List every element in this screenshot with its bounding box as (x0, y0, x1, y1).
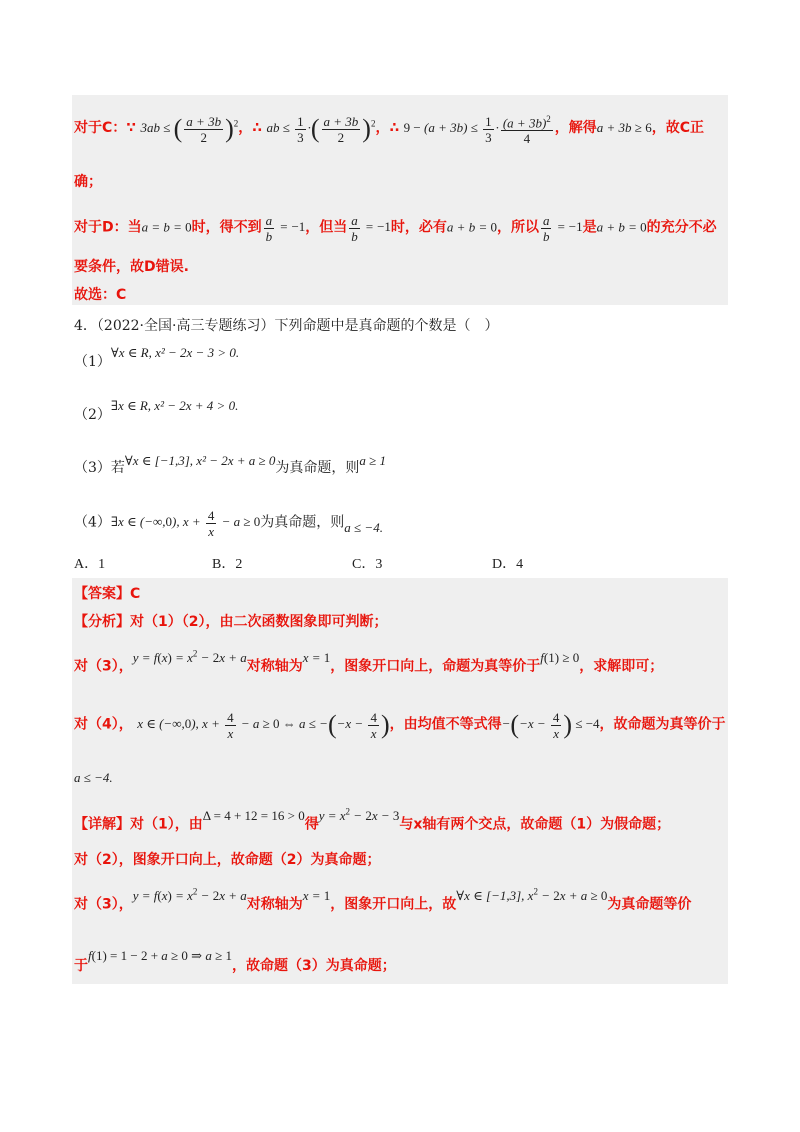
option-d-cont: 要条件，故D错误. (74, 259, 189, 275)
choose-answer: 故选：C (74, 287, 127, 303)
option-d-analysis: 对于D：当a = b = 0时，得不到 $\frac{a}{b}$ = −1，但当 $\frac{a}{b}$ = −1时，必有a + b = 0，所以 $\frac{a}{b}$ = −1是a + b = 0的充分不必 (74, 213, 717, 244)
detail-line-2: 对（2），图象开口向上，故命题（2）为真命题； (74, 852, 381, 868)
statement-4: （4）∃x ∈ (−∞,0), x + $\frac{4}{x}$ − a ≥ 0为真命题，则a ≤ −4. (74, 508, 383, 539)
detail-line-1: 【详解】对（1），由Δ = 4 + 12 = 16 > 0得$y = x^2 - 2x - 3$与x轴有两个交点，故命题（1）为假命题； (74, 807, 671, 833)
option-b[interactable]: B．2 (212, 557, 243, 572)
statement-2: （2）∃x ∈ R, x² − 2x + 4 > 0. (74, 398, 239, 423)
detail-line-3-cont: 于f(1) = 1 − 2 + a ≥ 0 ⇒ a ≥ 1，故命题（3）为真命题； (74, 948, 396, 974)
statement-3: （3）若∀x ∈ [−1,3], x² − 2x + a ≥ 0为真命题，则a ≥ 1 (74, 453, 387, 476)
analysis-line-3: 对（3），$y = f(x) = x^2 - 2x + a$对称轴为x = 1，图象开口向上，命题为真等价于f(1) ≥ 0，求解即可； (74, 649, 664, 675)
option-c[interactable]: C．3 (352, 557, 383, 572)
question-stem: 4．（2022·全国·高三专题练习）下列命题中是真命题的个数是（ ） (74, 318, 499, 334)
analysis-line-1: 【分析】对（1）（2），由二次函数图象即可判断； (74, 614, 388, 630)
analysis-line-4: 对（4）， x ∈ (−∞,0), x + $\frac{4}{x}$ − a ≥ 0 ⇔ a ≤ −(−x − $\frac{4}{x}$ )，由均值不等式得−(−x − $\frac{4}{x}$ ) ≤ −4，故命题为真等价于 (74, 710, 726, 741)
answer-label: 【答案】C (74, 586, 141, 602)
option-a[interactable]: A．1 (74, 557, 106, 572)
detail-line-3: 对（3），$y = f(x) = x^2 - 2x + a$对称轴为x = 1，图象开口向上，故∀x ∈ [−1,3], $x^2 - 2x + a \ge 0$为真命题等价 (74, 887, 692, 913)
option-d[interactable]: D．4 (492, 557, 524, 572)
solution-block-answer (72, 578, 728, 984)
option-c-analysis: 对于C：∵ 3ab ≤ ( $\frac{a + 3b}{2}$ )$^2$，∴ ab ≤ $\frac{1}{3}$ ·( $\frac{a + 3b}{2}$ )$^2$，∴ 9 − (a + 3b) ≤ $\frac{1}{3}$ · $\frac{(a + 3b)^2}{4}$ ，解得a + 3b ≥ 6，故C正 (74, 113, 704, 147)
option-c-cont: 确； (74, 174, 102, 190)
statement-1: （1）∀x ∈ R, x² − 2x − 3 > 0. (74, 345, 240, 370)
analysis-line-4-cont: a ≤ −4. (74, 770, 113, 785)
